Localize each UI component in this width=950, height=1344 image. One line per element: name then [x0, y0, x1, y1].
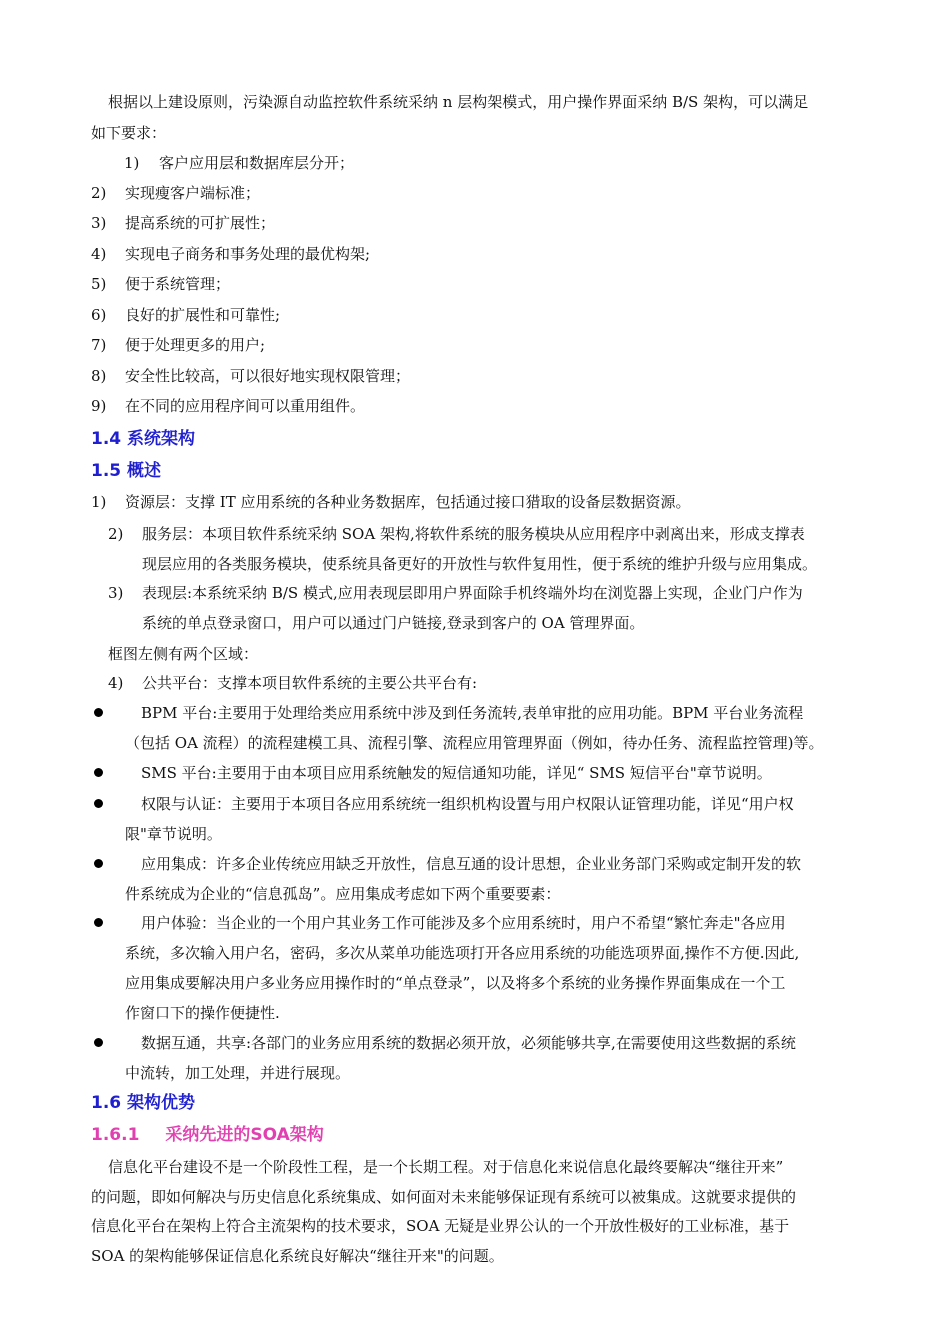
req-num: 3): [91, 214, 107, 232]
soa-line: 信息化平台在架构上符合主流架构的技术要求，SOA 无疑是业界公认的一个开放性极好的工业标准，基于: [91, 1217, 790, 1235]
req-num: 7): [91, 336, 107, 354]
req-num: 9): [91, 397, 107, 415]
bullet-line: 应用集成要解决用户多业务应用操作时的“单点登录”，以及将多个系统的业务操作界面集成在一个工: [125, 974, 786, 992]
bullet-line: 限"章节说明。: [125, 825, 222, 843]
bullet-line: （包括 OA 流程）的流程建模工具、流程引擎、流程应用管理界面（例如，待办任务、流程监控管理)等。: [125, 734, 824, 752]
req-text: 在不同的应用程序间可以重用组件。: [125, 397, 366, 415]
layer-line: 表现层:本系统采纳 B/S 模式,应用表现层即用户界面除手机终端外均在浏览器上实现，企业门户作为: [142, 584, 803, 602]
bullet-dot: [94, 708, 103, 717]
req-text: 客户应用层和数据库层分开；: [159, 154, 355, 172]
bullet-line: 中流转，加工处理，并进行展现。: [125, 1064, 351, 1082]
intro-line-1: 根据以上建设原则，污染源自动监控软件系统采纳 n 层构架模式，用户操作界面采纳 B/S 架构，可以满足: [108, 93, 809, 111]
heading-1-4: 1.4 系统架构: [91, 429, 196, 449]
layer-num: 2): [108, 525, 124, 543]
bullet-line: BPM 平台:主要用于处理给类应用系统中涉及到任务流转,表单审批的应用功能。BPM 平台业务流程: [141, 704, 804, 722]
heading-1-5: 1.5 概述: [91, 461, 162, 481]
platform-text: 公共平台：支撑本项目软件系统的主要公共平台有:: [142, 674, 478, 692]
heading-1-6: 1.6 架构优势: [91, 1093, 196, 1113]
soa-line: 信息化平台建设不是一个阶段性工程，是一个长期工程。对于信息化来说信息化最终要解决“继往开来”: [108, 1158, 784, 1176]
left-area-intro: 框图左侧有两个区域：: [108, 645, 259, 663]
heading-1-6-1-title: 采纳先进的SOA架构: [165, 1125, 324, 1145]
req-num: 6): [91, 306, 107, 324]
layer-line: 资源层：支撑 IT 应用系统的各种业务数据库，包括通过接口猎取的设备层数据资源。: [125, 493, 691, 511]
layer-line: 服务层：本项目软件系统采纳 SOA 架构,将软件系统的服务模块从应用程序中剥离出来，形成支撑表: [142, 525, 805, 543]
req-text: 安全性比较高，可以很好地实现权限管理；: [125, 367, 411, 385]
req-text: 便于处理更多的用户;: [125, 336, 266, 354]
bullet-dot: [94, 1038, 103, 1047]
bullet-line: 用户体验：当企业的一个用户其业务工作可能涉及多个应用系统时，用户不希望“繁忙奔走"各应用: [141, 914, 786, 932]
layer-num: 1): [91, 493, 107, 511]
layer-line: 系统的单点登录窗口，用户可以通过门户链接,登录到客户的 OA 管理界面。: [142, 614, 645, 632]
bullet-dot: [94, 859, 103, 868]
bullet-dot: [94, 799, 103, 808]
req-num: 4): [91, 245, 107, 263]
req-num: 8): [91, 367, 107, 385]
platform-num: 4): [108, 674, 124, 692]
bullet-line: 件系统成为企业的“信息孤岛”。应用集成考虑如下两个重要要素：: [125, 885, 561, 903]
bullet-line: 系统，多次输入用户名，密码，多次从菜单功能选项打开各应用系统的功能选项界面,操作不方便.因此,: [125, 944, 800, 962]
req-text: 实现电子商务和事务处理的最优构架;: [125, 245, 371, 263]
req-text: 实现瘦客户端标准；: [125, 184, 261, 202]
bullet-line: 作窗口下的操作便捷性.: [125, 1004, 280, 1022]
bullet-line: 权限与认证：主要用于本项目各应用系统统一组织机构设置与用户权限认证管理功能，详见“用户权: [141, 795, 794, 813]
req-text: 提高系统的可扩展性；: [125, 214, 276, 232]
req-num: 1): [124, 154, 140, 172]
bullet-dot: [94, 918, 103, 927]
bullet-line: 数据互通，共享:各部门的业务应用系统的数据必须开放，必须能够共享,在需要使用这些数据的系统: [141, 1034, 796, 1052]
layer-line: 现层应用的各类服务模块，使系统具备更好的开放性与软件复用性，便于系统的维护升级与应用集成。: [142, 555, 818, 573]
req-text: 良好的扩展性和可靠性;: [125, 306, 281, 324]
layer-num: 3): [108, 584, 124, 602]
soa-line: 的问题，即如何解决与历史信息化系统集成、如何面对未来能够保证现有系统可以被集成。这就要求提供的: [91, 1188, 797, 1206]
bullet-line: SMS 平台:主要用于由本项目应用系统触发的短信通知功能，详见“ SMS 短信平台"章节说明。: [141, 764, 772, 782]
req-text: 便于系统管理；: [125, 275, 231, 293]
heading-1-6-1-num: 1.6.1: [91, 1125, 140, 1145]
req-num: 5): [91, 275, 107, 293]
bullet-line: 应用集成：许多企业传统应用缺乏开放性，信息互通的设计思想，企业业务部门采购或定制开发的软: [141, 855, 802, 873]
intro-line-2: 如下要求：: [91, 124, 167, 142]
heading-1-6-1: [91, 1124, 324, 1146]
soa-line: SOA 的架构能够保证信息化系统良好解决“继往开来"的问题。: [91, 1247, 504, 1265]
bullet-dot: [94, 768, 103, 777]
req-num: 2): [91, 184, 107, 202]
